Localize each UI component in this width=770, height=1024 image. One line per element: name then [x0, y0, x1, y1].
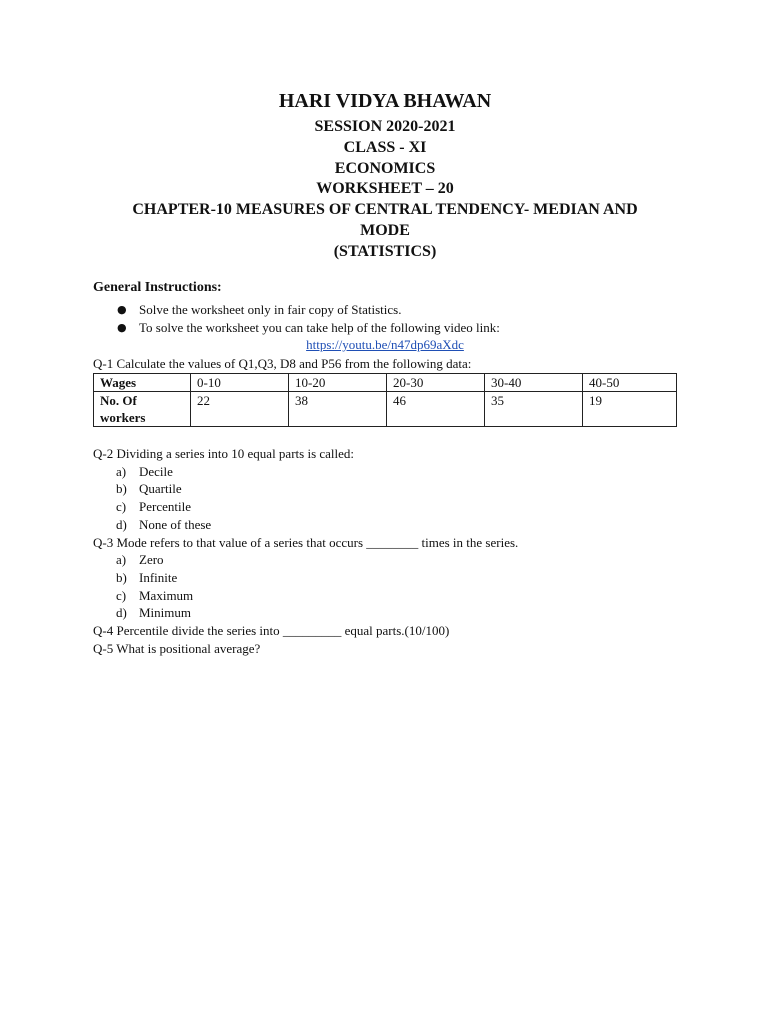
chapter-title-cont: MODE — [360, 221, 410, 239]
bullet-icon: ● — [117, 321, 127, 334]
bullet-icon: ● — [117, 303, 127, 316]
option-letter: d) — [116, 516, 127, 532]
option-item — [93, 463, 713, 481]
option-text: Zero — [139, 552, 164, 568]
option-letter: b) — [116, 569, 127, 585]
option-text: Maximum — [139, 587, 194, 603]
subject-line: ECONOMICS — [334, 159, 436, 177]
chapter-subtitle: (STATISTICS) — [333, 242, 437, 260]
row-header-workers-line2: workers — [100, 410, 146, 425]
instruction-item — [93, 319, 693, 337]
table-row — [94, 392, 677, 427]
option-letter: b) — [116, 481, 127, 497]
question-4: Q-4 Percentile divide the series into _________ equal parts.(10/100) — [93, 623, 450, 639]
option-text: Percentile — [139, 499, 191, 515]
video-link[interactable]: https://youtu.be/n47dp69aXdc — [306, 337, 464, 352]
option-letter: c) — [116, 587, 127, 603]
row-header-workers-line1: No. Of — [100, 393, 137, 408]
session-line: SESSION 2020-2021 — [314, 118, 456, 135]
instruction-item — [93, 301, 693, 319]
option-item — [93, 516, 713, 534]
school-name: HARI VIDYA BHAWAN — [278, 90, 492, 112]
option-text: Quartile — [139, 481, 182, 497]
option-text: Infinite — [139, 569, 178, 585]
option-item — [93, 498, 713, 516]
table-cell: 19 — [583, 392, 677, 427]
table-cell: 10-20 — [289, 374, 387, 392]
wages-table — [93, 373, 677, 427]
option-letter: a) — [116, 463, 127, 479]
option-item — [93, 551, 713, 569]
question-5: Q-5 What is positional average? — [93, 640, 261, 656]
video-link-line — [0, 337, 770, 353]
question-1: Q-1 Calculate the values of Q1,Q3, D8 and P56 from the following data: — [93, 356, 472, 371]
table-cell: 0-10 — [191, 374, 289, 392]
table-cell: 35 — [485, 392, 583, 427]
option-item — [93, 587, 713, 605]
worksheet-header — [60, 88, 710, 263]
table-cell: 46 — [387, 392, 485, 427]
option-text: Minimum — [139, 605, 192, 621]
instruction-text: Solve the worksheet only in fair copy of Statistics. — [139, 302, 402, 317]
table-cell: 22 — [191, 392, 289, 427]
option-letter: c) — [116, 499, 127, 515]
option-letter: d) — [116, 605, 127, 621]
option-item — [93, 569, 713, 587]
question-2: Q-2 Dividing a series into 10 equal parts is called: — [93, 446, 355, 461]
row-header-workers — [94, 392, 191, 427]
class-line: CLASS - XI — [343, 138, 427, 156]
option-text: Decile — [139, 463, 173, 479]
table-cell: 38 — [289, 392, 387, 427]
option-text: None of these — [139, 516, 212, 532]
option-item — [93, 480, 713, 498]
row-header-wages: Wages — [94, 374, 191, 392]
chapter-title: CHAPTER-10 MEASURES OF CENTRAL TENDENCY- MEDIAN AND — [132, 201, 638, 219]
table-cell: 40-50 — [583, 374, 677, 392]
table-cell: 20-30 — [387, 374, 485, 392]
option-letter: a) — [116, 552, 127, 568]
instructions-heading: General Instructions: — [93, 280, 222, 295]
instructions-list — [93, 301, 693, 337]
questions-section — [93, 445, 713, 657]
table-cell: 30-40 — [485, 374, 583, 392]
option-item — [93, 604, 713, 622]
question-3: Q-3 Mode refers to that value of a series that occurs ________ times in the series. — [93, 534, 519, 550]
table-row — [94, 374, 677, 392]
instruction-text: To solve the worksheet you can take help of the following video link: — [139, 320, 500, 335]
worksheet-number: WORKSHEET – 20 — [316, 180, 454, 198]
